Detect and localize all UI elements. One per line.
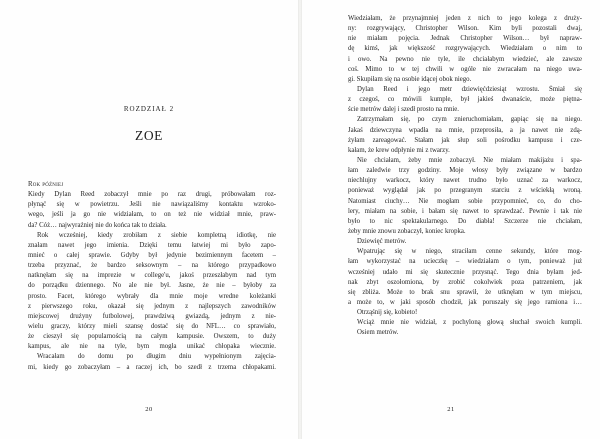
text-line: Jakaś dziewczyna wpadła na mnie, przeprosiła, a ja nawet nie zdą- [348, 126, 582, 134]
text-line: wielu graczy, którzy mieli szansę dostać się do NFL… co sprawiało, [28, 322, 276, 330]
text-line: nak zbyt oszołomiona, by zrobić cokolwiek poza patrzeniem, jak [348, 278, 582, 286]
text-line: Otrząśnij się, kobieto! [357, 309, 418, 317]
text-line: Nie chciałam, żeby mnie zobaczył. Nie miałam makijażu i spa- [357, 156, 582, 164]
left-page-number: 20 [145, 406, 153, 413]
text-line: Dziewięć metrów. [357, 238, 407, 246]
text-line: mi, kiedy go zobaczyłam – a raczej ich, bo szedł z trzema chłopakami. [28, 363, 276, 371]
text-line: coś. Mimo to w tej chwili w ogóle nie zwracałam na niego uwa- [348, 65, 582, 73]
text-line: ście metrów dalej i szedł prosto na mnie. [348, 106, 459, 114]
text-line: żeby mnie znowu zobaczył, koniec kropka. [348, 227, 466, 235]
text-line: Wpatrując się w niego, straciłam cenne sekundy, które mog- [357, 248, 582, 256]
left-page [0, 0, 298, 439]
text-line: da? Cóż… najwyraźniej nie do końca tak to działa. [28, 221, 167, 229]
text-line: się zbliża. Może to brak snu sprawił, że utknęłam w tym miejscu, [348, 288, 582, 296]
text-line: łam wykorzystać na ucieczkę – wiedziałam o tym, ponieważ już [348, 258, 582, 266]
text-line: trzeba przyznać, że bardzo seksownym – na którego przypadkowo [28, 262, 276, 270]
text-line: ny: rozgrywający, Christopher Wilson. Kim byli pozostali dwaj, [348, 25, 582, 33]
text-line: Kiedy Dylan Reed zobaczył mnie po raz drugi, próbowałam roz- [28, 191, 276, 199]
text-line: dę kimś, jak większość rozgrywających. Wiedziałam o nim to [348, 45, 582, 53]
text-line: znałam nawet jego imienia. Dzięki temu łatwiej mi było zapo- [28, 241, 276, 249]
left-page-body-text [28, 180, 276, 373]
text-line: do porządku dziennego. No ale nie był. Jasne, że nie – byłoby za [28, 282, 276, 290]
text-line: i owo. Na pewno nie tyle, ile chciałabym wiedzieć, ale zawsze [348, 55, 582, 63]
text-line: mnieć o całej sprawie. Gdyby był jedynie bezimiennym facetem – [28, 251, 276, 259]
text-line: wego, jeśli ja go nie widziałam, to on też nie widział mnie, praw- [28, 211, 276, 219]
text-line: wcześniej udało mi się skutecznie przysnąć. Tego dnia byłam jed- [348, 268, 582, 276]
text-line: że cieszył się popularnością na całym kampusie. Owszem, to duży [28, 333, 276, 341]
text-line: kampus, ale nie na tyle, bym mogła unikać chłopaka wiecznie. [28, 343, 276, 351]
right-page-number: 21 [447, 406, 455, 413]
right-page-body-text [348, 14, 582, 339]
text-line: Osiem metrów. [357, 329, 399, 337]
right-page [302, 0, 600, 439]
text-line: a może to, w jaki sposób chodził, jak poruszały się jego ramiona i… [348, 298, 582, 306]
text-line: kałam, że krew odpłynie mi z twarzy. [348, 146, 450, 154]
text-line: Rok później [28, 181, 64, 188]
text-line: miejscowej drużyny futbolowej, prawdziwą gwiazdą, jednym z nie- [28, 312, 276, 320]
text-line: Wracałam do domu po długim dniu wypełnionym zajęcia- [37, 353, 276, 361]
text-line: ponieważ wyglądał jak po przegranym starciu z wściekłą wroną. [348, 187, 582, 195]
text-line: natknęłam się na imprezie w college'u, jakoś przeszłabym nad tym [28, 272, 276, 280]
text-line: było to nic spektakularnego. Do diabła! Szczerze nie chciałam, [348, 217, 582, 225]
text-line: gi. Skupiłam się na osobie idącej obok niego. [348, 75, 472, 83]
text-line: prosto. Facet, którego wybrały dla mnie moje wredne koleżanki [28, 292, 276, 300]
chapter-title: ZOE [134, 128, 164, 143]
text-line: Wiedziałam, że przynajmniej jeden z nich to jego kolega z druży- [348, 15, 582, 22]
text-line: Zatrzymałam się, po czym znieruchomiałam, gapiąc się na niego. [357, 116, 582, 124]
text-line: żyłam zareagować. Stałam jak słup soli pośrodku kampusu i cze- [348, 136, 582, 144]
text-line: z czegoś, co mówili kumple, był jakieś dwanaście, może piętna- [348, 96, 582, 104]
text-line: niechlujny warkocz, który nawet trudno było uznać za warkocz, [348, 177, 582, 185]
text-line: Natomiast ciuchy… Nie mogłam sobie przypomnieć, co, do cho- [348, 197, 582, 205]
text-line: płynąć się w powietrzu. Jeśli nie nawiązaliśmy kontaktu wzroko- [28, 201, 276, 209]
text-line: nie miałam pojęcia. Jednak Christopher Wilson… był napraw- [348, 35, 582, 43]
text-line: Rok wcześniej, kiedy zrobiłam z siebie kompletną idiotkę, nie [37, 231, 276, 239]
text-line: z pierwszego roku, okazał się jednym z najlepszych zawodników [28, 302, 276, 310]
text-line: lery, miałam na sobie, i bałam się nawet to sprawdzać. Pewnie i tak nie [348, 207, 582, 215]
text-line: Dylan Reed i jego metr dziewięćdziesiąt wzrostu. Śmiał się [357, 85, 582, 93]
chapter-label: ROZDZIAŁ 2 [123, 105, 175, 113]
text-line: Wciąż mnie nie widział, z pochyloną głową słuchał swoich kumpli. [357, 319, 582, 327]
text-line: łam zaledwie trzy godziny. Moje włosy były związane w bardzo [348, 167, 582, 175]
